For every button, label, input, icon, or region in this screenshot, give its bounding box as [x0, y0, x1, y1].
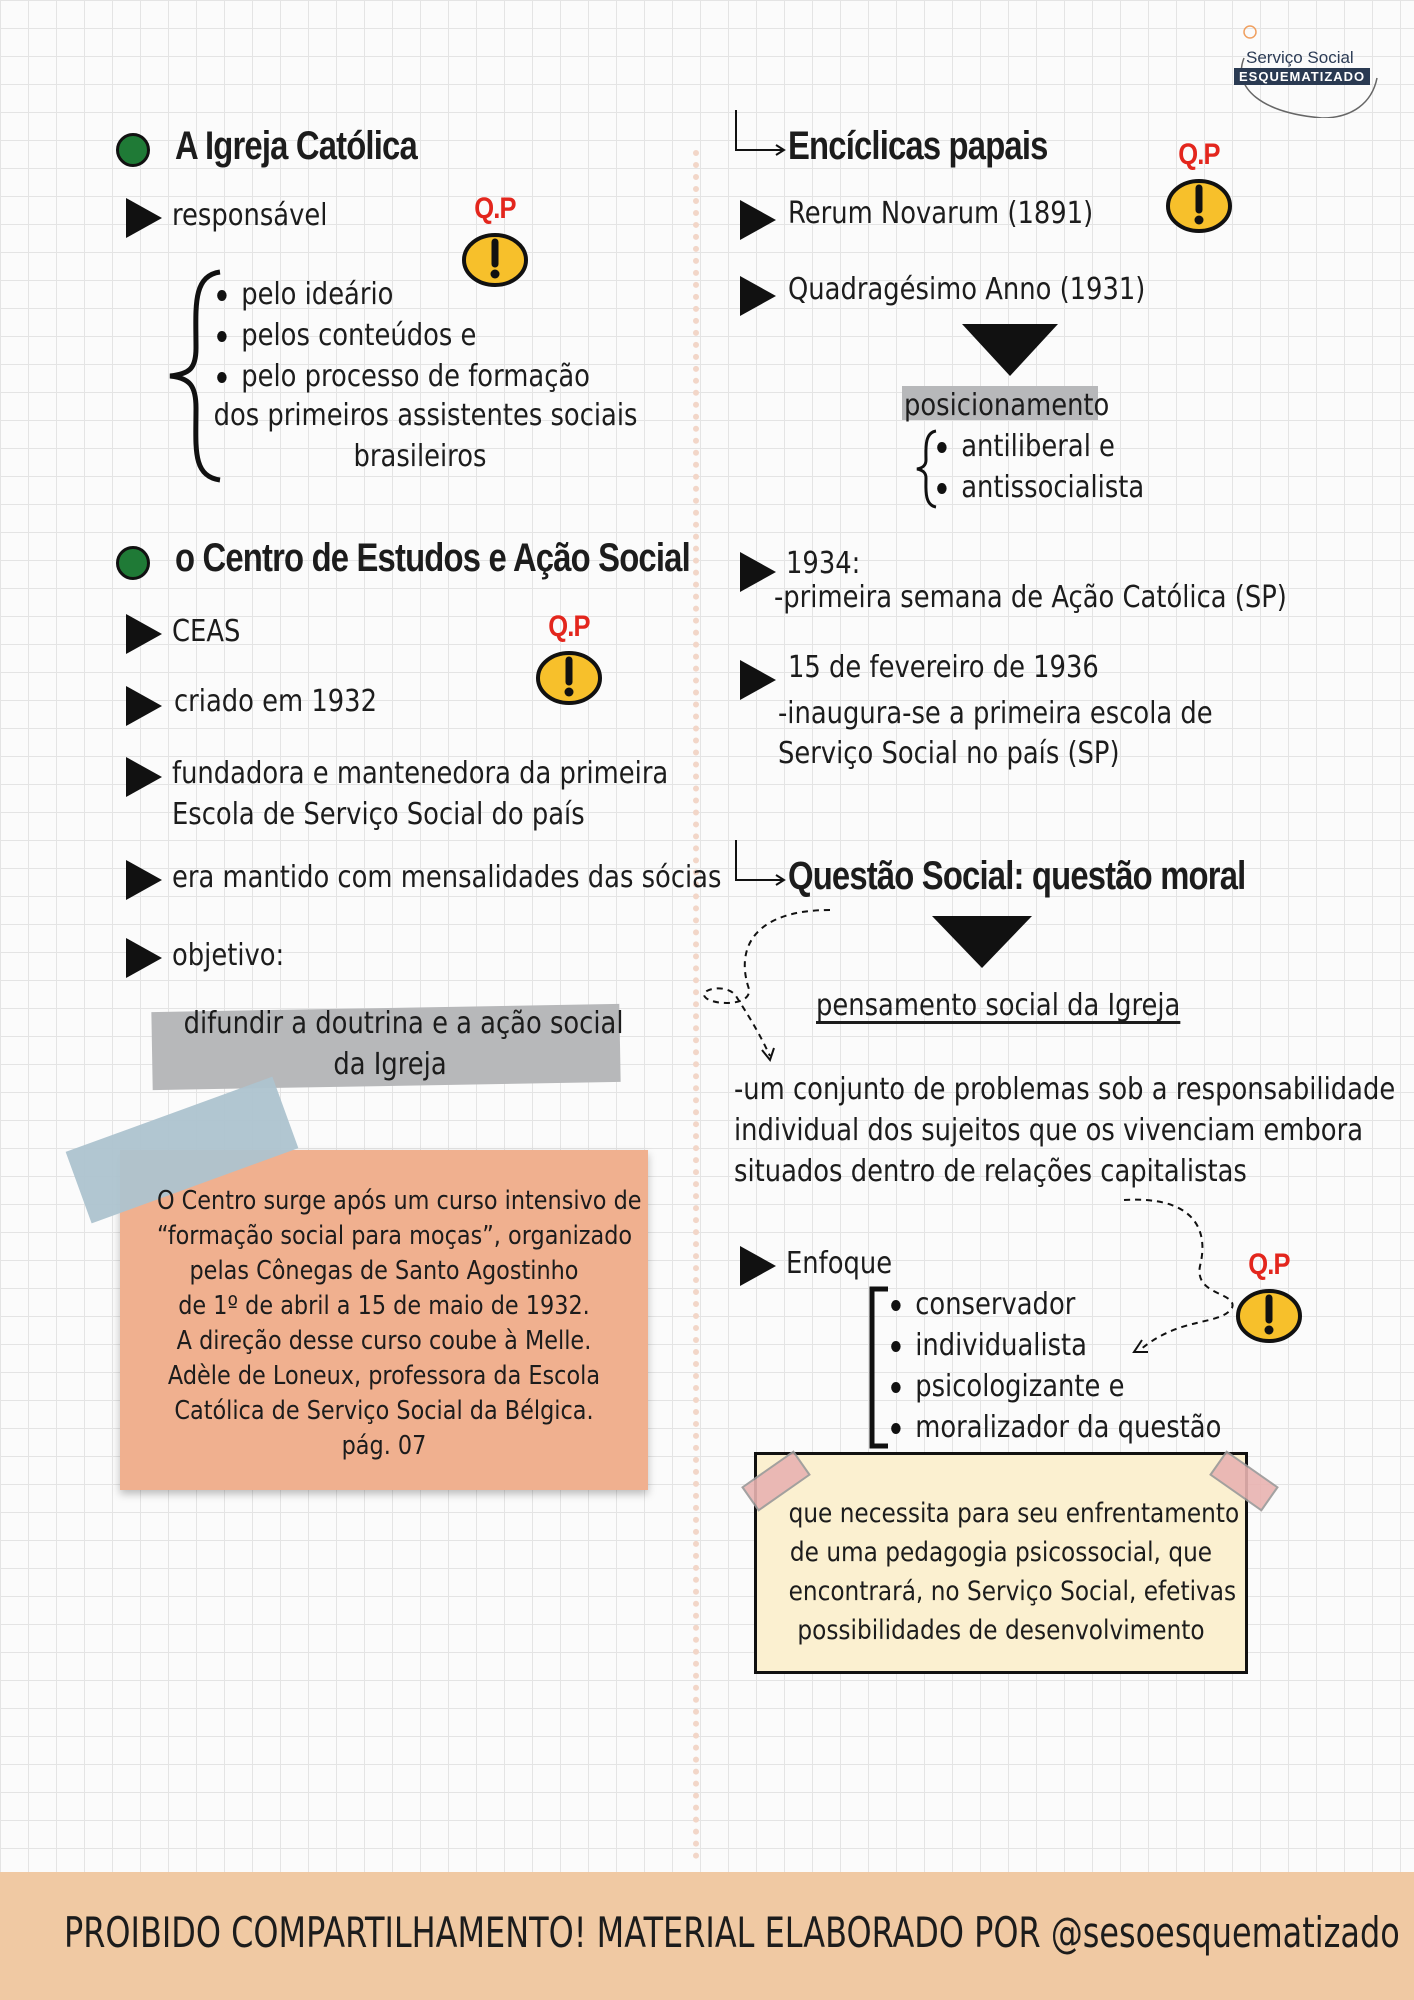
warning-icon — [534, 646, 604, 706]
down-triangle-icon — [930, 914, 1034, 970]
corner-arrow-icon — [732, 108, 790, 156]
logo-line1: Serviço Social — [1246, 48, 1354, 67]
enciclica-item: Rerum Novarum (1891) — [788, 196, 1094, 231]
event-1936-line2: Serviço Social no país (SP) — [778, 736, 1120, 771]
ceas-item: criado em 1932 — [174, 684, 378, 719]
qp-label: Q.P — [1178, 138, 1220, 171]
questao-desc-line: individual dos sujeitos que os vivenciam embora — [734, 1113, 1364, 1148]
qp-label: Q.P — [1248, 1248, 1290, 1281]
posicionamento-bullets — [932, 426, 1144, 508]
enfoque-label: Enfoque — [786, 1246, 893, 1281]
event-1934-text: -primeira semana de Ação Católica (SP) — [774, 580, 1287, 615]
ceas-item: fundadora e mantenedora da primeira — [172, 756, 669, 791]
enfoque-bullets — [886, 1284, 1221, 1448]
list-item: pelo ideário — [212, 274, 590, 315]
note-line: Adèle de Loneux, professora da Escola — [167, 1361, 601, 1391]
list-item: conservador — [886, 1284, 1221, 1325]
note-line: possibilidades de desenvolvimento — [797, 1615, 1205, 1646]
down-triangle-icon — [960, 322, 1060, 378]
note-line: de uma pedagogia psicossocial, que — [789, 1537, 1213, 1568]
event-1934-date: 1934: — [786, 546, 861, 581]
qp-badge — [1232, 1248, 1306, 1344]
note-line: encontrará, no Serviço Social, efetivas — [788, 1576, 1237, 1607]
questao-desc-line: -um conjunto de problemas sob a responsabilidade — [734, 1072, 1396, 1107]
igreja-bullets — [212, 274, 590, 397]
pensamento-label: pensamento social da Igreja — [816, 988, 1181, 1023]
note-line: A direção desse curso coube à Melle. — [176, 1326, 592, 1356]
note-line: pelas Cônegas de Santo Agostinho — [189, 1256, 579, 1286]
qp-badge — [532, 610, 606, 706]
ceas-item: objetivo: — [172, 938, 285, 973]
arrow-bullet-icon — [126, 614, 162, 654]
dashed-arrow-icon — [696, 906, 836, 1066]
list-item: individualista — [886, 1325, 1221, 1366]
objective-line1: difundir a doutrina e a ação social — [183, 1006, 624, 1041]
qp-label: Q.P — [474, 192, 516, 225]
section-title-ceas: o Centro de Estudos e Ação Social — [175, 536, 690, 580]
arrow-bullet-icon — [740, 1246, 776, 1286]
arrow-bullet-icon — [126, 938, 162, 978]
note-yellow-text — [754, 1494, 1248, 1650]
note-line: Católica de Serviço Social da Bélgica. — [174, 1396, 594, 1426]
igreja-tail-line1: dos primeiros assistentes sociais — [213, 398, 638, 433]
arrow-bullet-icon — [740, 276, 776, 316]
warning-icon — [1234, 1284, 1304, 1344]
ceas-item: CEAS — [172, 614, 241, 649]
posicionamento-label: posicionamento — [904, 388, 1110, 423]
arrow-bullet-icon — [126, 686, 162, 726]
arrow-bullet-icon — [126, 860, 162, 900]
section-title-igreja: A Igreja Católica — [175, 124, 417, 168]
ceas-item: era mantido com mensalidades das sócias — [172, 860, 722, 895]
note-line: de 1º de abril a 15 de maio de 1932. — [178, 1291, 590, 1321]
arrow-bullet-icon — [126, 198, 162, 238]
event-1936-line1: -inaugura-se a primeira escola de — [778, 696, 1213, 731]
note-line: “formação social para moças”, organizado — [156, 1221, 633, 1251]
questao-desc-line: situados dentro de relações capitalistas — [734, 1154, 1247, 1189]
arrow-bullet-icon — [740, 200, 776, 240]
arrow-bullet-icon — [126, 757, 162, 797]
note-line: que necessita para seu enfrentamento — [788, 1498, 1240, 1529]
green-bullet-icon — [116, 546, 150, 580]
enciclica-item: Quadragésimo Anno (1931) — [788, 272, 1146, 307]
logo — [1222, 18, 1382, 118]
igreja-tail-line2: brasileiros — [353, 439, 487, 474]
event-1936-date: 15 de fevereiro de 1936 — [788, 650, 1099, 685]
qp-label: Q.P — [548, 610, 590, 643]
list-item: pelos conteúdos e — [212, 315, 590, 356]
responsavel-label: responsável — [172, 198, 328, 233]
list-item: antiliberal e — [932, 426, 1144, 467]
ceas-item: Escola de Serviço Social do país — [172, 797, 585, 832]
list-item: antissocialista — [932, 467, 1144, 508]
list-item: moralizador da questão — [886, 1407, 1221, 1448]
arrow-bullet-icon — [740, 660, 776, 700]
note-line: pág. 07 — [341, 1431, 427, 1461]
qp-badge — [1162, 138, 1236, 234]
list-item: pelo processo de formação — [212, 356, 590, 397]
warning-icon — [1164, 174, 1234, 234]
footer-text: PROIBIDO COMPARTILHAMENTO! MATERIAL ELABORADO POR @sesoesquematizado — [64, 1908, 1400, 1957]
section-title-enciclicas: Encíclicas papais — [788, 124, 1048, 168]
objective-line2: da Igreja — [333, 1047, 447, 1082]
corner-arrow-icon — [732, 838, 790, 886]
list-item: psicologizante e — [886, 1366, 1221, 1407]
note-peach-text — [120, 1184, 648, 1464]
section-title-questao: Questão Social: questão moral — [788, 854, 1246, 898]
green-bullet-icon — [116, 133, 150, 167]
arrow-bullet-icon — [740, 552, 776, 592]
note-line: O Centro surge após um curso intensivo de — [156, 1186, 642, 1216]
logo-line2: ESQUEMATIZADO — [1234, 68, 1370, 85]
